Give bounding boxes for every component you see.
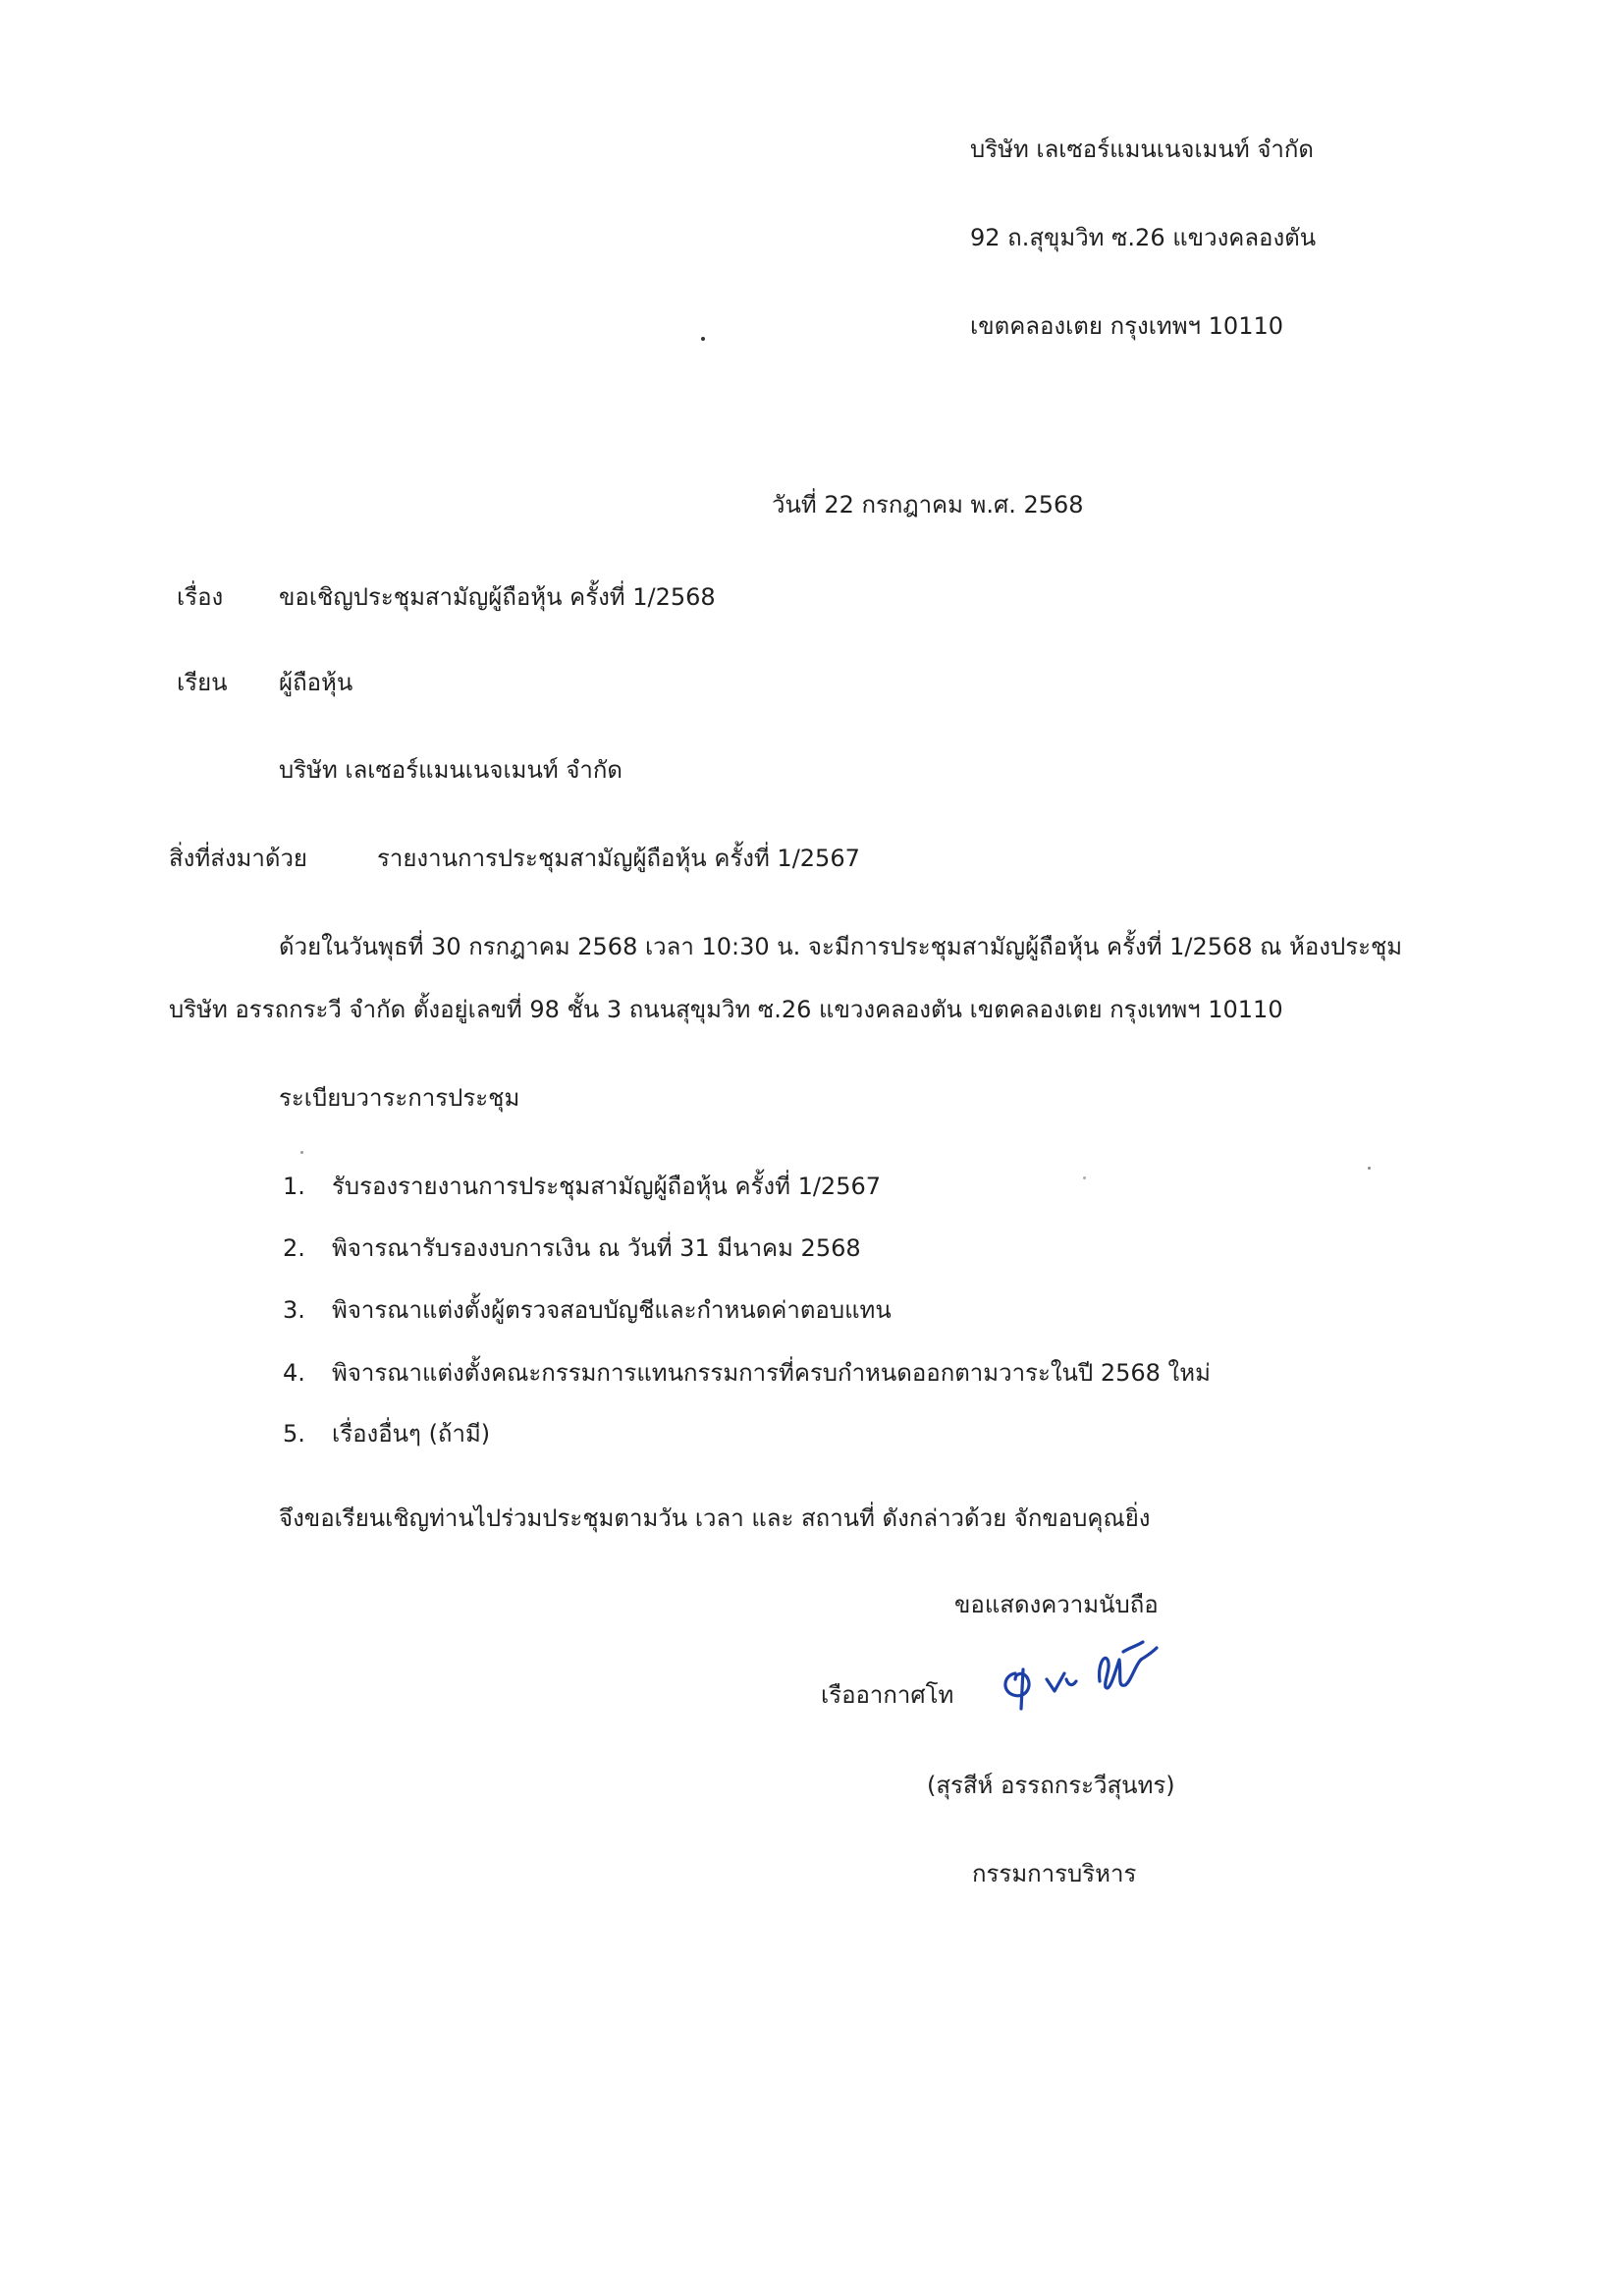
letter-date: วันที่ 22 กรกฎาคม พ.ศ. 2568: [772, 491, 1084, 519]
scan-speck: [701, 337, 705, 341]
enclosure-label: สิ่งที่ส่งมาด้วย: [169, 845, 307, 872]
agenda-item-number: 2.: [283, 1234, 305, 1262]
recipient-label: เรียน: [177, 669, 228, 696]
agenda-item-number: 4.: [283, 1359, 305, 1387]
recipient-text: ผู้ถือหุ้น: [279, 669, 353, 696]
agenda-item-text: พิจารณาแต่งตั้งผู้ตรวจสอบบัญชีและกำหนดค่าตอบแทน: [332, 1296, 892, 1324]
agenda-item-text: เรื่องอื่นๆ (ถ้ามี): [332, 1420, 491, 1448]
body-line-2: บริษัท อรรถกระวี จำกัด ตั้งอยู่เลขที่ 98 ชั้น 3 ถนนสุขุมวิท ซ.26 แขวงคลองตัน เขตคลองเตย กรุงเทพฯ 10110: [169, 996, 1283, 1023]
agenda-item-number: 5.: [283, 1420, 305, 1448]
recipient-company: บริษัท เลเซอร์แมนเนจเมนท์ จำกัด: [279, 756, 623, 784]
body-line-1: ด้วยในวันพุธที่ 30 กรกฎาคม 2568 เวลา 10:30 น. จะมีการประชุมสามัญผู้ถือหุ้น ครั้งที่ 1/2568 ณ ห้องประชุม: [279, 933, 1403, 960]
regards-text: ขอแสดงความนับถือ: [954, 1591, 1159, 1618]
sender-company: บริษัท เลเซอร์แมนเนจเมนท์ จำกัด: [970, 136, 1315, 163]
subject-text: ขอเชิญประชุมสามัญผู้ถือหุ้น ครั้งที่ 1/2568: [279, 583, 716, 611]
signer-name: (สุรสีห์ อรรถกระวีสุนทร): [927, 1772, 1175, 1799]
signer-rank: เรืออากาศโท: [821, 1681, 954, 1709]
signer-position: กรรมการบริหาร: [972, 1860, 1137, 1887]
agenda-item-number: 3.: [283, 1296, 305, 1324]
subject-label: เรื่อง: [177, 583, 224, 611]
handwritten-signature: [994, 1630, 1210, 1719]
agenda-item-text: รับรองรายงานการประชุมสามัญผู้ถือหุ้น ครั้งที่ 1/2567: [332, 1173, 882, 1200]
enclosure-text: รายงานการประชุมสามัญผู้ถือหุ้น ครั้งที่ 1/2567: [377, 845, 860, 872]
agenda-heading: ระเบียบวาระการประชุม: [279, 1084, 520, 1112]
sender-address-line1: 92 ถ.สุขุมวิท ซ.26 แขวงคลองตัน: [970, 224, 1317, 251]
closing-text: จึงขอเรียนเชิญท่านไปร่วมประชุมตามวัน เวลา และ สถานที่ ดังกล่าวด้วย จักขอบคุณยิ่ง: [279, 1504, 1151, 1532]
agenda-item-number: 1.: [283, 1173, 305, 1200]
agenda-item-text: พิจารณาแต่งตั้งคณะกรรมการแทนกรรมการที่ครบกำหนดออกตามวาระในปี 2568 ใหม่: [332, 1359, 1211, 1387]
scan-speck: [1368, 1167, 1371, 1170]
agenda-item-text: พิจารณารับรองงบการเงิน ณ วันที่ 31 มีนาคม 2568: [332, 1234, 861, 1262]
scan-speck: [300, 1151, 303, 1154]
scan-speck: [1083, 1176, 1086, 1179]
sender-address-line2: เขตคลองเตย กรุงเทพฯ 10110: [970, 312, 1284, 340]
